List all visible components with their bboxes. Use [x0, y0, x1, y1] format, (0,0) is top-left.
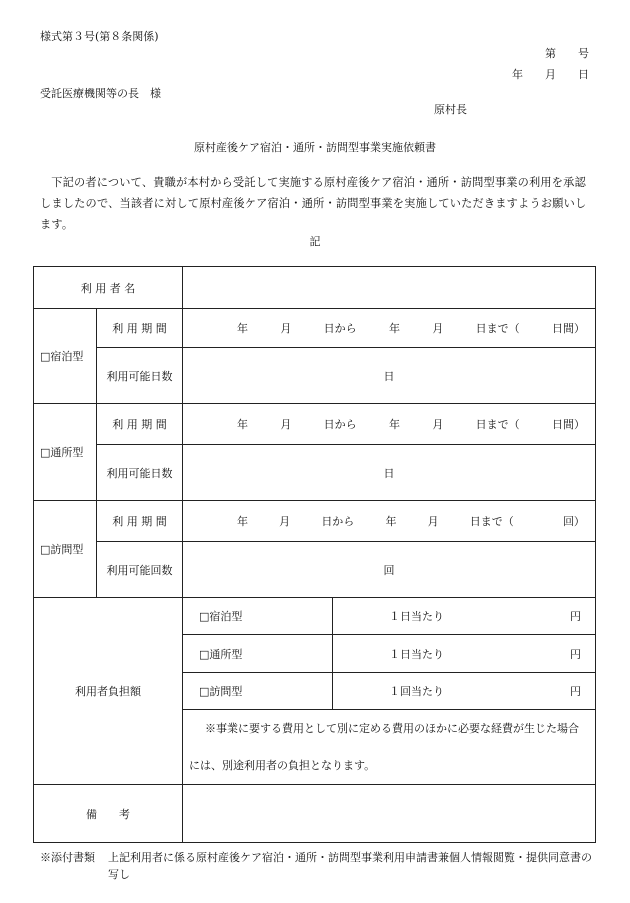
- remarks-label: 備 考: [34, 785, 183, 843]
- request-form-table: [33, 266, 596, 843]
- date-month: 月: [545, 68, 556, 81]
- start-year: 年: [237, 418, 248, 431]
- tsusho-avail-field[interactable]: [183, 445, 596, 501]
- date-line: [512, 66, 589, 82]
- burden-type-tsusho[interactable]: □通所型: [183, 635, 333, 673]
- start-day-from: 日から: [321, 515, 355, 528]
- burden-basis: １回当たり: [389, 685, 444, 698]
- remarks-row: [34, 785, 596, 843]
- shukuhaku-period-label: 利 用 期 間: [97, 309, 183, 348]
- ki-marker: 記: [309, 235, 321, 248]
- burden-note-line2: には、別途利用者の負担となります。: [189, 759, 376, 772]
- shukuhaku-avail-row: [34, 348, 596, 404]
- burden-label: 利用者負担額: [34, 598, 183, 785]
- homon-period-label: 利 用 期 間: [97, 501, 183, 542]
- attachment-label: ※添付書類: [40, 851, 95, 864]
- shukuhaku-period-field[interactable]: [183, 309, 596, 348]
- burden-type-shukuhaku[interactable]: □宿泊型: [183, 598, 333, 635]
- days-close: 日間）: [551, 322, 585, 335]
- start-day-from: 日から: [323, 322, 357, 335]
- yen-unit: 円: [570, 647, 581, 661]
- sender: 原村長: [434, 103, 467, 116]
- attachment-text: 上記利用者に係る原村産後ケア宿泊・通所・訪問型事業利用申請書兼個人情報閲覧・提供同意書の: [108, 851, 592, 864]
- tsusho-period-label: 利 用 期 間: [97, 404, 183, 445]
- form-number: 様式第３号(第８条関係): [40, 30, 159, 43]
- tsusho-avail-row: [34, 445, 596, 501]
- end-year: 年: [388, 418, 400, 431]
- number-prefix: 第: [545, 47, 556, 60]
- attachment-text-2: 写し: [108, 868, 130, 881]
- shukuhaku-period-row: [34, 309, 596, 348]
- burden-amount-shukuhaku[interactable]: [333, 598, 596, 635]
- tsusho-period-field[interactable]: [183, 404, 596, 445]
- burden-basis: １日当たり: [389, 610, 444, 623]
- homon-period-row: [34, 501, 596, 542]
- document-title: 原村産後ケア宿泊・通所・訪問型事業実施依頼書: [194, 141, 436, 154]
- date-day: 日: [578, 68, 589, 81]
- end-year: 年: [385, 515, 397, 528]
- end-day-to: 日まで（: [475, 418, 520, 431]
- burden-amount-homon[interactable]: [333, 673, 596, 710]
- remarks-field[interactable]: [183, 785, 596, 843]
- times-close: 回）: [562, 515, 585, 528]
- tsusho-period-row: [34, 404, 596, 445]
- end-month: 月: [432, 418, 444, 431]
- burden-type-homon[interactable]: □訪問型: [183, 673, 333, 710]
- burden-row-shukuhaku: [34, 598, 596, 635]
- shukuhaku-type-label[interactable]: □宿泊型: [34, 309, 97, 404]
- start-day-from: 日から: [323, 418, 357, 431]
- tsusho-type-label[interactable]: □通所型: [34, 404, 97, 501]
- burden-basis: １日当たり: [389, 647, 444, 661]
- homon-type-label[interactable]: □訪問型: [34, 501, 97, 598]
- user-name-field[interactable]: [183, 267, 596, 309]
- homon-avail-label: 利用可能回数: [97, 542, 183, 598]
- end-month: 月: [432, 322, 444, 335]
- start-year: 年: [237, 322, 248, 335]
- start-month: 月: [280, 418, 292, 431]
- start-year: 年: [237, 515, 248, 528]
- user-name-label: 利 用 者 名: [34, 267, 183, 309]
- burden-note-line1: ※事業に要する費用として別に定める費用のほかに必要な経費が生じた場合: [205, 722, 579, 735]
- burden-note: [183, 710, 596, 785]
- yen-unit: 円: [570, 610, 581, 623]
- end-year: 年: [388, 322, 400, 335]
- shukuhaku-avail-field[interactable]: [183, 348, 596, 404]
- yen-unit: 円: [570, 685, 581, 698]
- homon-avail-field[interactable]: [183, 542, 596, 598]
- days-unit: 日: [383, 466, 395, 480]
- recipient: 受託医療機関等の長 様: [40, 87, 161, 100]
- start-month: 月: [280, 322, 292, 335]
- days-unit: 日: [383, 369, 395, 383]
- start-month: 月: [279, 515, 291, 528]
- date-year: 年: [512, 68, 523, 81]
- times-unit: 回: [383, 563, 395, 577]
- tsusho-avail-label: 利用可能日数: [97, 445, 183, 501]
- request-body: 下記の者について、貴職が本村から受託して実施する原村産後ケア宿泊・通所・訪問型事業の利用を承認しましたので、当該者に対して原村産後ケア宿泊・通所・訪問型事業を実施していただきますようお願いします。: [40, 176, 587, 231]
- days-close: 日間）: [551, 418, 585, 431]
- user-name-row: [34, 267, 596, 309]
- homon-period-field[interactable]: [183, 501, 596, 542]
- end-day-to: 日まで（: [475, 322, 520, 335]
- homon-avail-row: [34, 542, 596, 598]
- shukuhaku-avail-label: 利用可能日数: [97, 348, 183, 404]
- end-month: 月: [427, 515, 439, 528]
- number-suffix: 号: [578, 47, 589, 60]
- document-number-line: [545, 45, 589, 61]
- end-day-to: 日まで（: [469, 515, 514, 528]
- burden-amount-tsusho[interactable]: [333, 635, 596, 673]
